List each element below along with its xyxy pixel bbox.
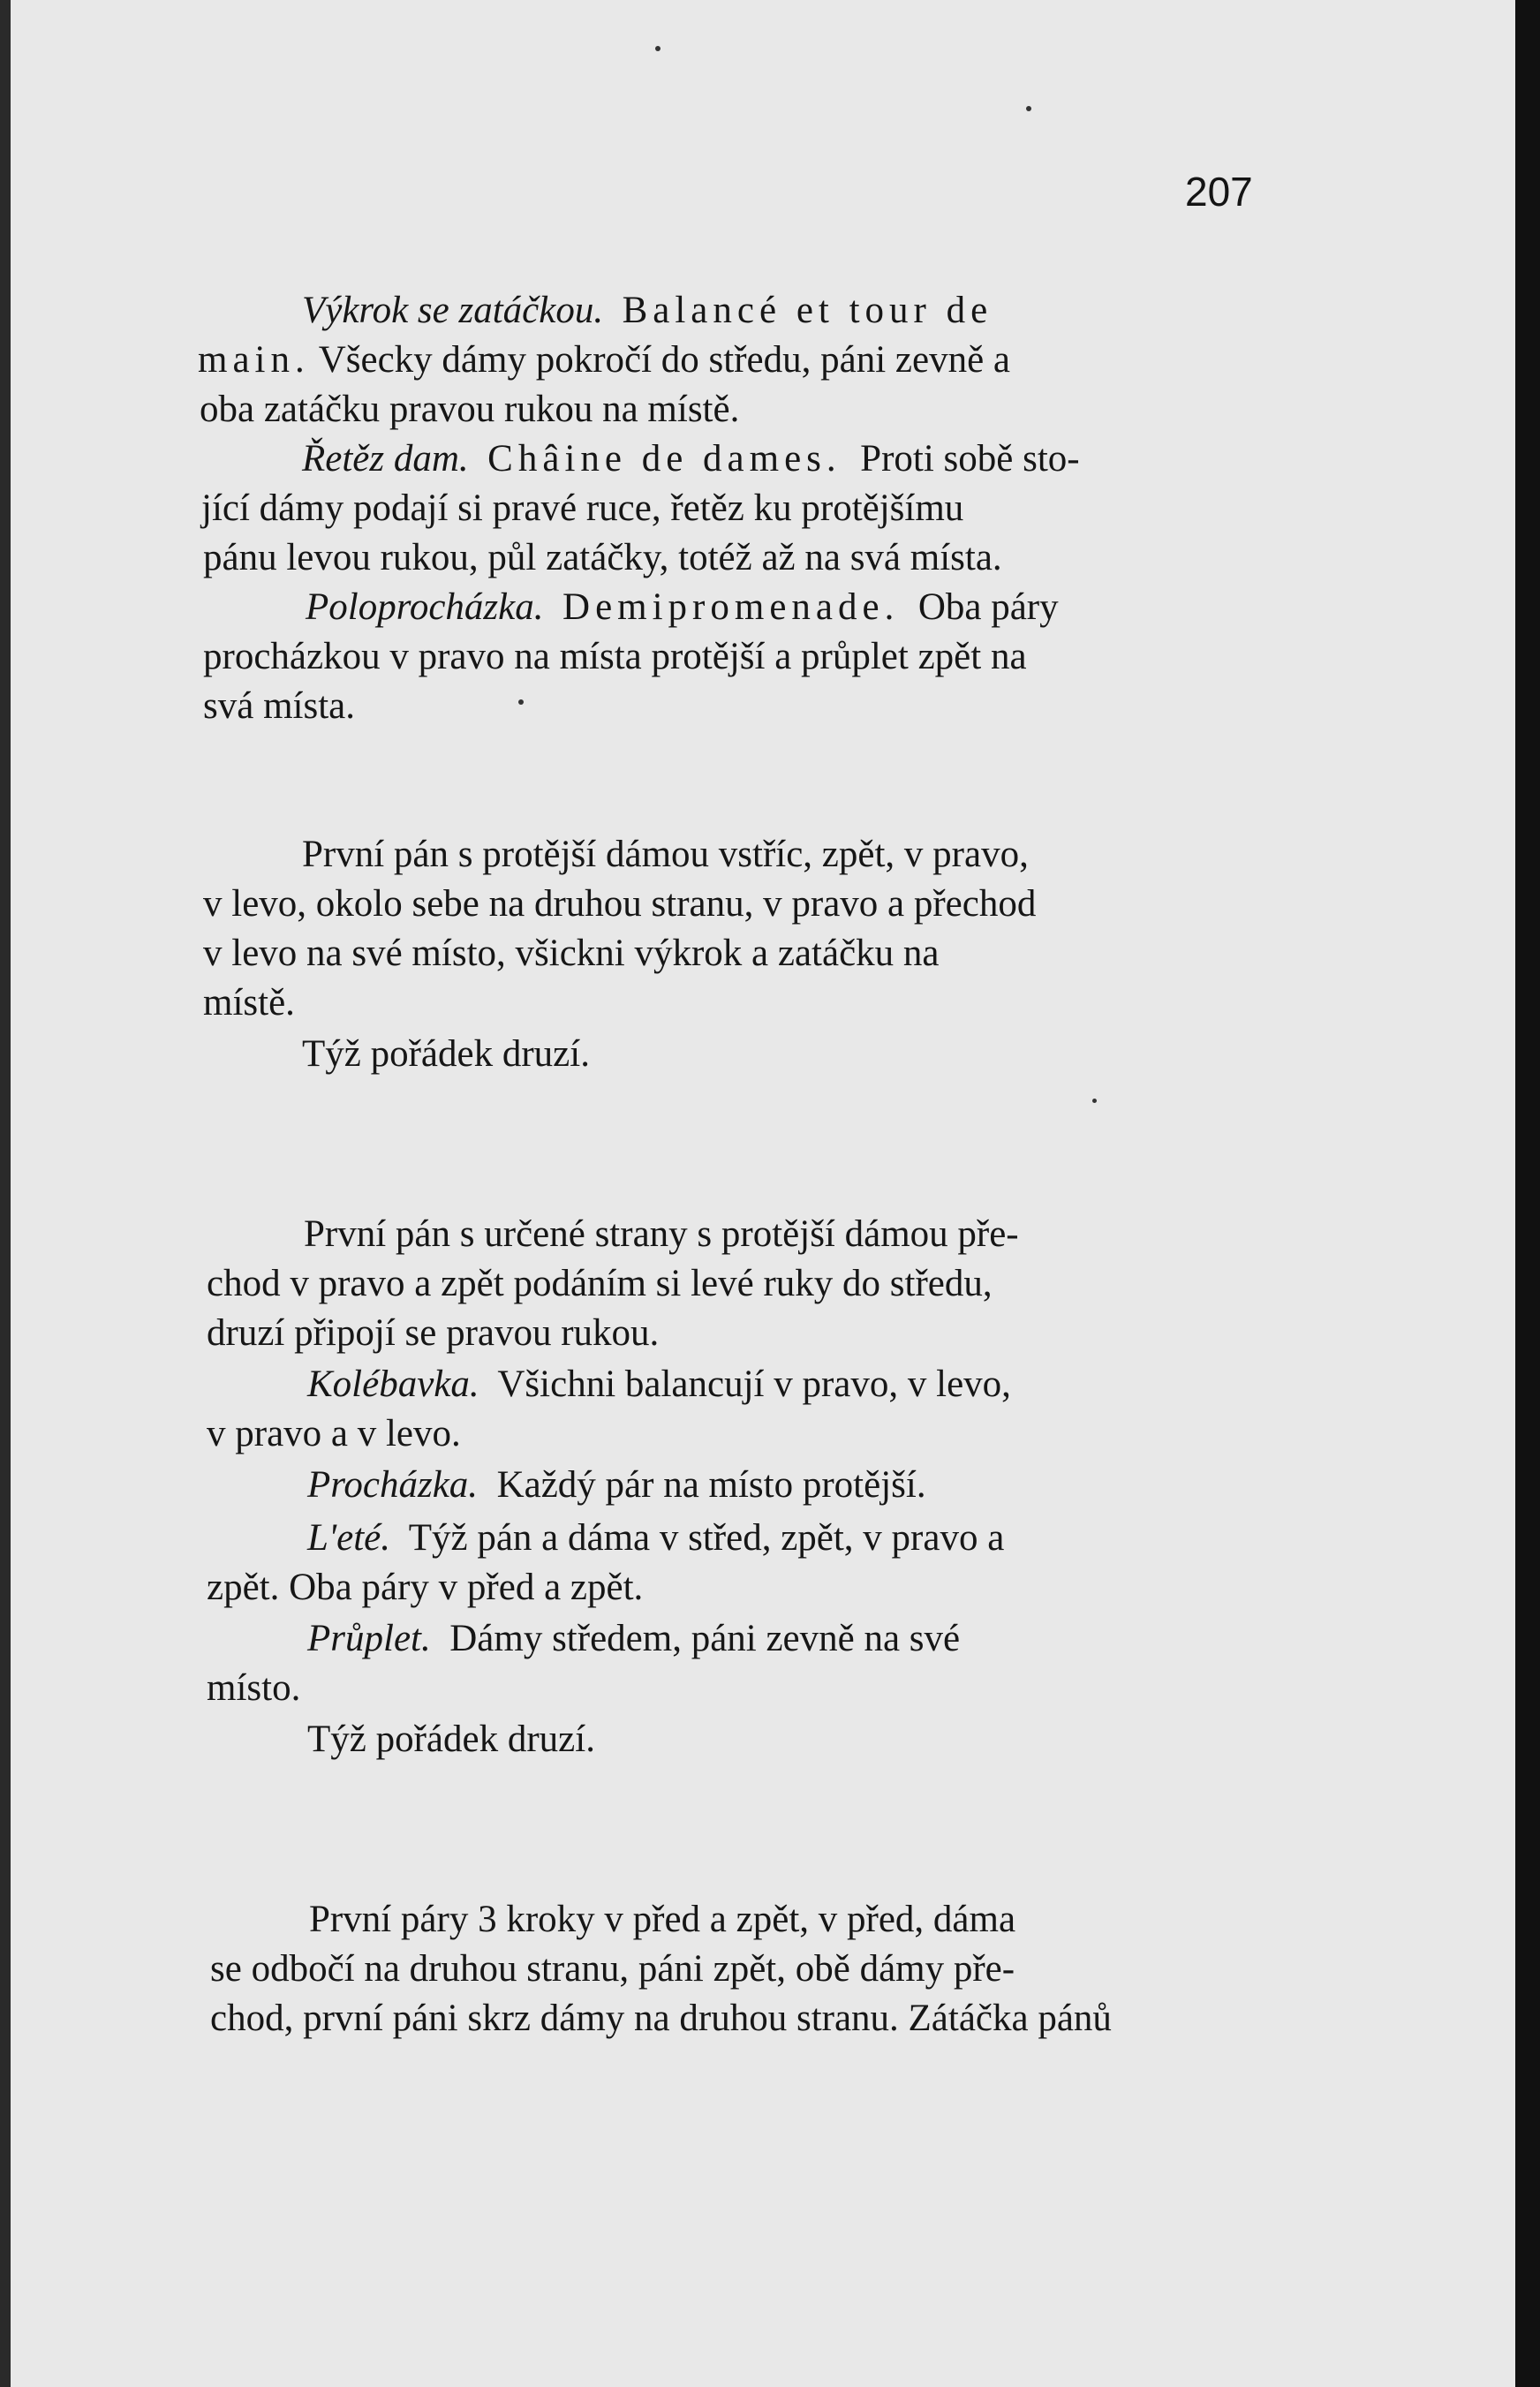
scan-speck bbox=[518, 699, 524, 705]
scan-speck bbox=[655, 46, 661, 51]
text-line bbox=[302, 291, 993, 329]
text-line: pánu levou rukou, půl zatáčky, totéž až na svá místa. bbox=[203, 537, 1002, 578]
term-italic: L'eté. bbox=[307, 1517, 390, 1559]
term-italic: Řetěz dam. bbox=[302, 438, 469, 480]
text-line: se odbočí na druhou stranu, páni zpět, obě dámy pře- bbox=[210, 1948, 1015, 1990]
text-line: v levo, okolo sebe na druhou stranu, v pravo a přechod bbox=[203, 883, 1037, 925]
term-french: Châine de dames. bbox=[487, 438, 842, 480]
text-line: První pán s protější dámou vstříc, zpět, v pravo, bbox=[302, 834, 1029, 875]
term-italic: Kolébavka. bbox=[307, 1363, 479, 1405]
page-binding-edge bbox=[1515, 0, 1540, 2387]
term-italic: Procházka. bbox=[307, 1464, 479, 1506]
page-number: 207 bbox=[1185, 169, 1253, 215]
text-line: Průplet. Dámy středem, páni zevně na své bbox=[307, 1618, 961, 1659]
term-italic: Výkrok se zatáčkou. bbox=[302, 290, 604, 331]
text-line: zpět. Oba páry v před a zpět. bbox=[207, 1567, 644, 1608]
text-line: jící dámy podají si pravé ruce, řetěz ku protějšímu bbox=[201, 487, 964, 529]
text-line: druzí připojí se pravou rukou. bbox=[207, 1312, 660, 1354]
text-line: Řetěz dam. Châine de dames. Proti sobě sto- bbox=[302, 438, 1080, 480]
text-line: chod v pravo a zpět podáním si levé ruky do středu, bbox=[207, 1263, 993, 1304]
text-line: První pán s určené strany s protější dámou pře- bbox=[304, 1213, 1019, 1255]
term-italic: Průplet. bbox=[307, 1618, 431, 1659]
text-line: v pravo a v levo. bbox=[207, 1413, 461, 1454]
text-line: svá místa. bbox=[203, 685, 355, 727]
text-line: První páry 3 kroky v před a zpět, v před, dáma bbox=[309, 1899, 1016, 1940]
page-binding-edge bbox=[0, 0, 11, 2387]
text-line: main. Všecky dámy pokročí do středu, páni zevně a bbox=[198, 339, 1011, 381]
term-french: Demipromenade. bbox=[562, 586, 900, 628]
text-line: chod, první páni skrz dámy na druhou stranu. Zátáčka pánů bbox=[210, 1998, 1112, 2039]
text-line: Týž pořádek druzí. bbox=[307, 1718, 595, 1760]
text-line: L'eté. Týž pán a dáma v střed, zpět, v pravo a bbox=[307, 1517, 1005, 1559]
text-line: procházkou v pravo na místa protější a průplet zpět na bbox=[203, 636, 1027, 677]
text-line: Procházka. Každý pár na místo protější. bbox=[307, 1464, 926, 1506]
text-line: Týž pořádek druzí. bbox=[302, 1033, 590, 1075]
text-line: Kolébavka. Všichni balancují v pravo, v levo, bbox=[307, 1363, 1011, 1405]
text-line: místo. bbox=[207, 1667, 301, 1709]
text-line: místě. bbox=[203, 982, 295, 1024]
term-italic: Poloprocházka. bbox=[306, 586, 544, 628]
text-line: oba zatáčku pravou rukou na místě. bbox=[200, 389, 740, 430]
text-line: Poloprocházka. Demipromenade. Oba páry bbox=[306, 586, 1059, 628]
scan-speck bbox=[1026, 106, 1031, 111]
scan-speck bbox=[1092, 1099, 1097, 1103]
text-line: v levo na své místo, všickni výkrok a zatáčku na bbox=[203, 933, 940, 974]
term-french: Balancé et tour de bbox=[622, 290, 993, 331]
book-page bbox=[11, 0, 1515, 2387]
term-french: main. bbox=[198, 339, 310, 381]
